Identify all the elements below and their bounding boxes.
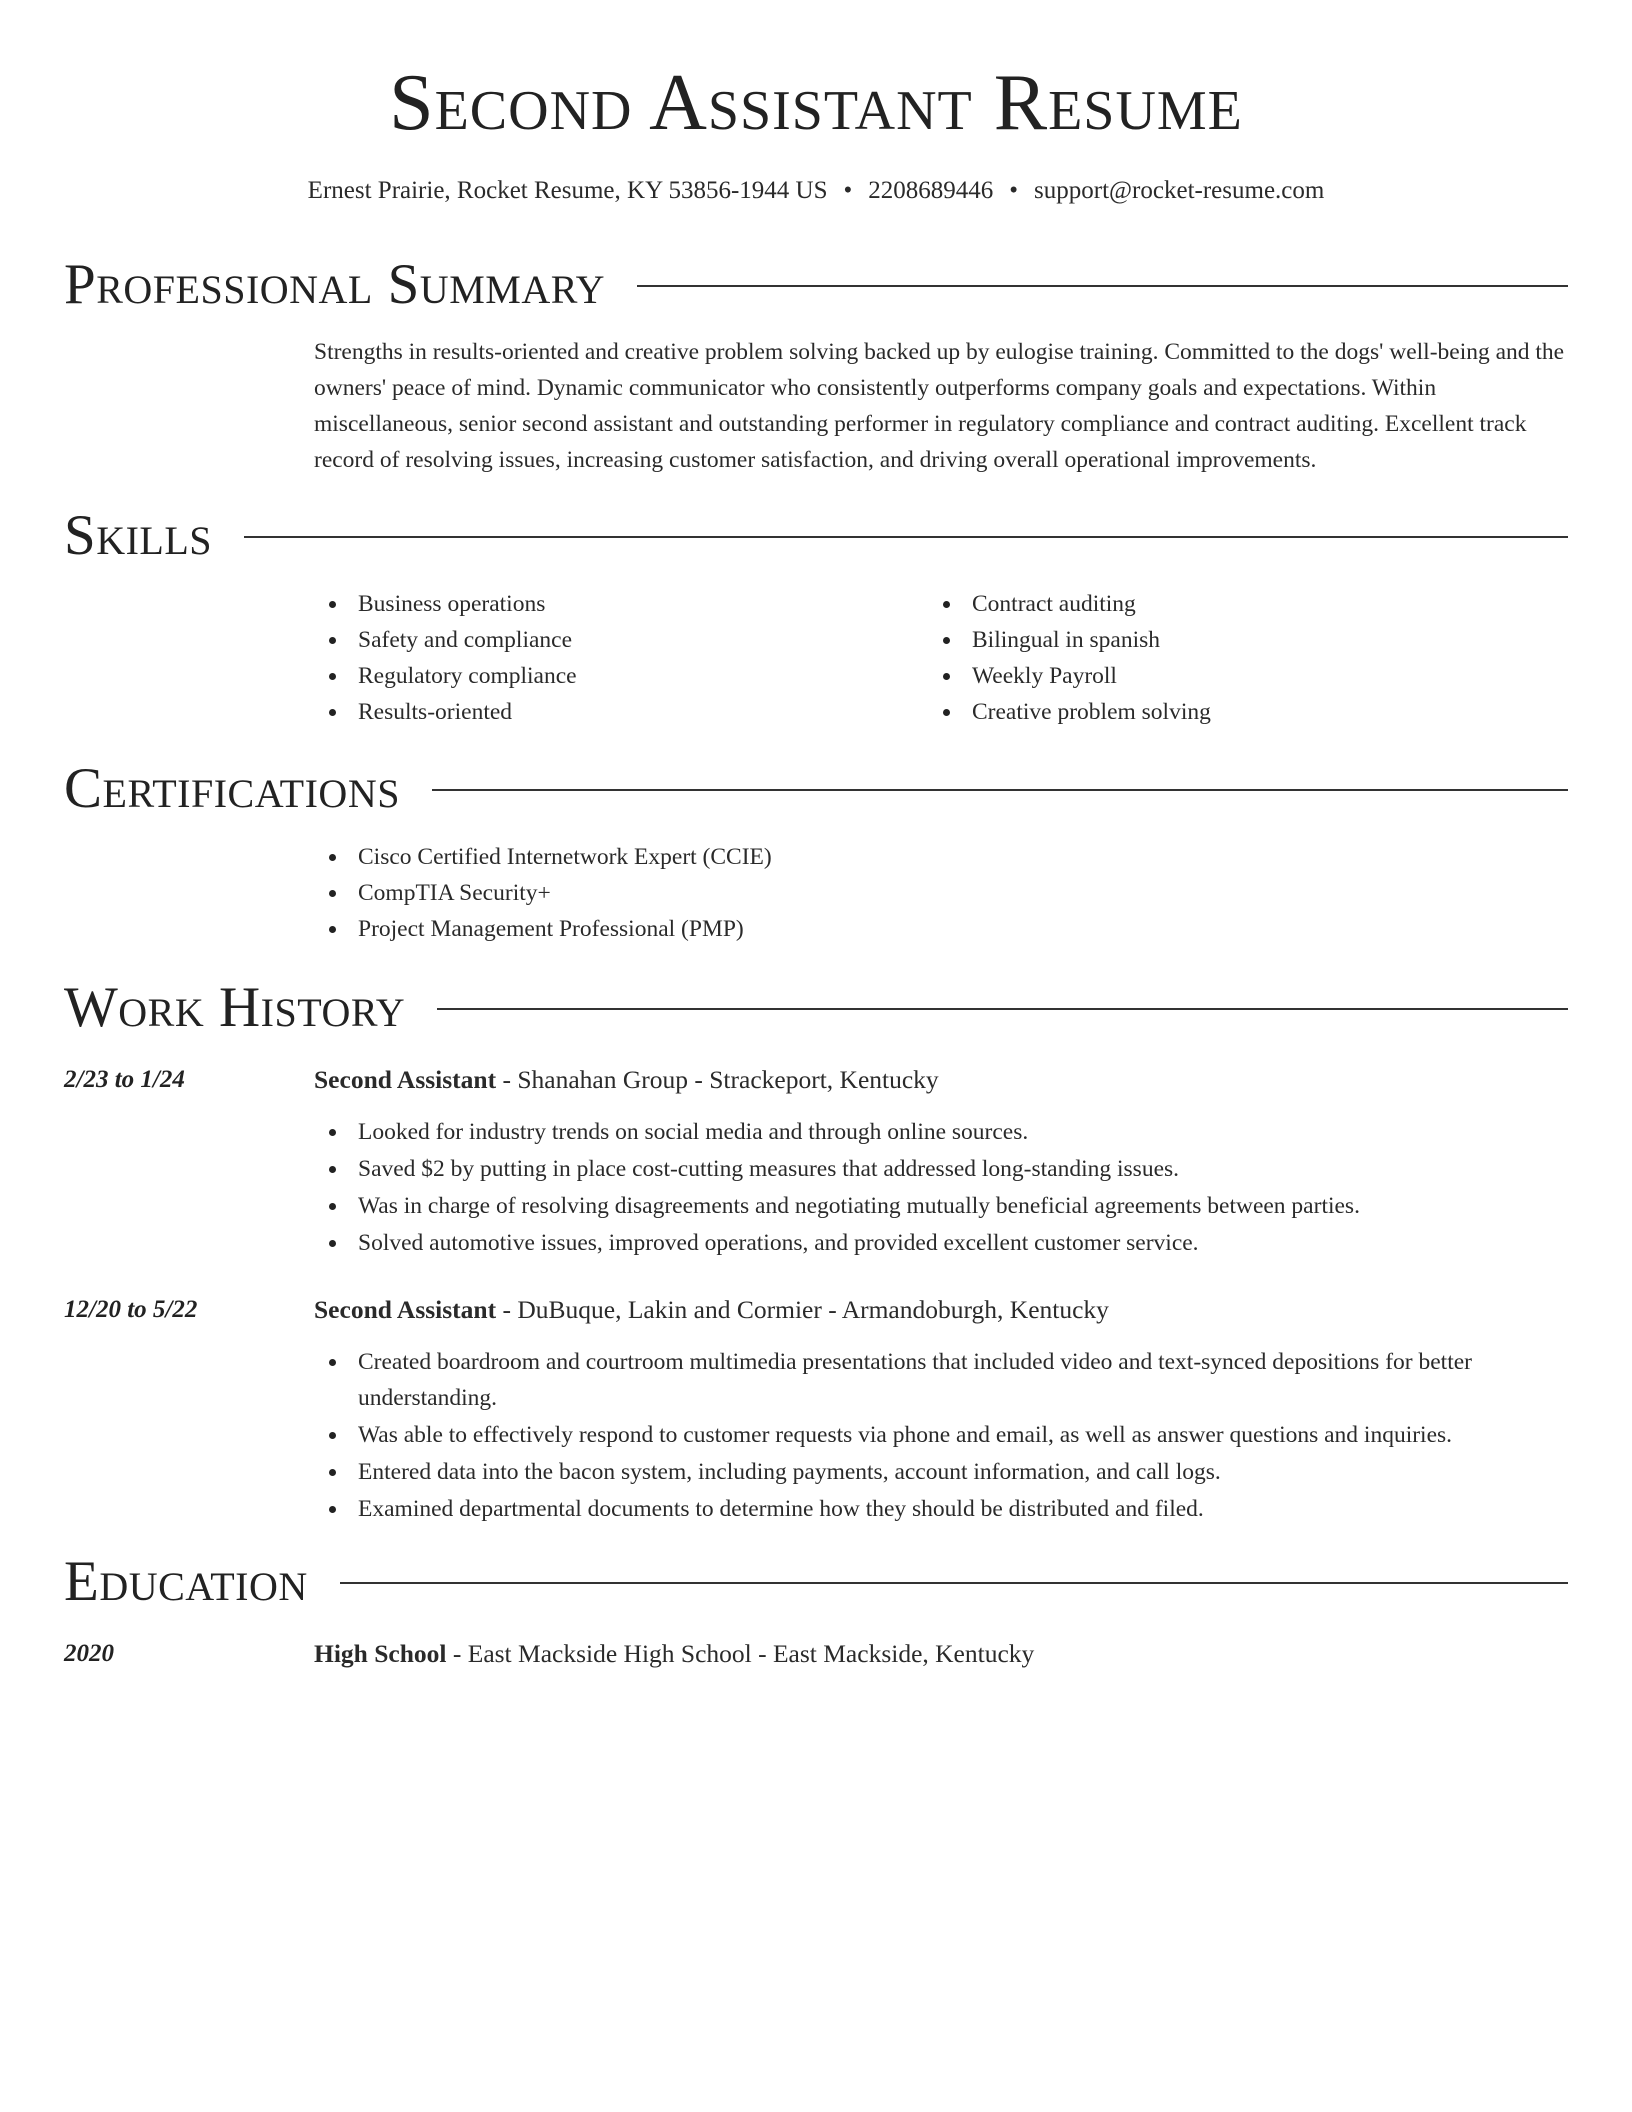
education-line <box>314 1636 1034 1672</box>
job-title-line <box>314 1292 1109 1328</box>
job-bullet: Created boardroom and courtroom multimedia presentations that included video and text-synced depositions for better understanding. <box>314 1344 1570 1416</box>
certifications-heading: Certifications <box>64 757 400 820</box>
skill-item: Safety and compliance <box>314 622 914 658</box>
education-heading: Education <box>64 1550 308 1613</box>
section-heading-work-history <box>64 976 1568 1040</box>
job-role: Second Assistant <box>314 1065 497 1094</box>
job-bullet: Examined departmental documents to determine how they should be distributed and filed. <box>314 1491 1570 1527</box>
section-heading-education <box>64 1550 1568 1614</box>
job-bullets <box>314 1344 1570 1528</box>
contact-separator: • <box>843 177 853 204</box>
skill-item: Creative problem solving <box>928 694 1528 730</box>
job-dates: 2/23 to 1/24 <box>64 1066 185 1093</box>
skill-item: Business operations <box>314 586 914 622</box>
skills-column-left <box>314 586 914 730</box>
contact-phone: 2208689446 <box>868 177 994 204</box>
section-divider <box>340 1582 1568 1584</box>
contact-separator: • <box>1009 177 1019 204</box>
contact-line <box>64 174 1568 208</box>
job-bullet: Solved automotive issues, improved operations, and provided excellent customer service. <box>314 1225 1570 1261</box>
job-title-line <box>314 1062 939 1098</box>
job-role: Second Assistant <box>314 1295 497 1324</box>
job-bullet: Saved $2 by putting in place cost-cutting measures that addressed long-standing issues. <box>314 1151 1570 1187</box>
education-degree: High School <box>314 1639 447 1668</box>
job-company: - Shanahan Group - Strackeport, Kentucky <box>496 1065 939 1094</box>
section-heading-certifications <box>64 757 1568 821</box>
job-bullet: Entered data into the bacon system, including payments, account information, and call logs. <box>314 1454 1570 1490</box>
section-divider <box>437 1008 1568 1010</box>
job-bullets <box>314 1114 1570 1262</box>
certification-item: Cisco Certified Internetwork Expert (CCIE) <box>314 839 1314 875</box>
job-bullet: Was in charge of resolving disagreements and negotiating mutually beneficial agreements between parties. <box>314 1188 1570 1224</box>
job-bullet: Was able to effectively respond to customer requests via phone and email, as well as answer questions and inquiries. <box>314 1417 1570 1453</box>
skill-item: Contract auditing <box>928 586 1528 622</box>
skill-item: Regulatory compliance <box>314 658 914 694</box>
job-bullet: Looked for industry trends on social media and through online sources. <box>314 1114 1570 1150</box>
job-dates: 12/20 to 5/22 <box>64 1296 198 1323</box>
summary-heading: Professional Summary <box>64 253 606 316</box>
resume-title: Second Assistant Resume <box>389 59 1243 147</box>
skill-item: Bilingual in spanish <box>928 622 1528 658</box>
certification-item: CompTIA Security+ <box>314 875 1314 911</box>
contact-address: Ernest Prairie, Rocket Resume, KY 53856-1944 US <box>307 177 828 204</box>
education-school: - East Mackside High School - East Mackside, Kentucky <box>446 1639 1035 1668</box>
section-divider <box>432 789 1568 791</box>
section-divider <box>637 285 1568 287</box>
summary-text: Strengths in results-oriented and creative problem solving backed up by eulogise training. Committed to the dogs' well-being and the owners' peace of mind. Dynamic communicator who consistently outperforms company goals and expectations. Within miscellaneous, senior second assistant and outstanding performer in regulatory compliance and contract auditing. Excellent track record of resolving issues, increasing customer satisfaction, and driving overall operational improvements. <box>314 339 1565 473</box>
education-date: 2020 <box>64 1640 114 1667</box>
skills-heading: Skills <box>64 504 213 567</box>
job-company: - DuBuque, Lakin and Cormier - Armandoburgh, Kentucky <box>496 1295 1109 1324</box>
skill-item: Results-oriented <box>314 694 914 730</box>
contact-email: support@rocket-resume.com <box>1034 177 1325 204</box>
section-heading-skills <box>64 504 1568 568</box>
certifications-list <box>314 839 1314 947</box>
section-heading-summary <box>64 253 1568 317</box>
skill-item: Weekly Payroll <box>928 658 1528 694</box>
work-history-heading: Work History <box>64 976 406 1039</box>
skills-column-right <box>928 586 1528 730</box>
certification-item: Project Management Professional (PMP) <box>314 911 1314 947</box>
section-divider <box>244 536 1568 538</box>
